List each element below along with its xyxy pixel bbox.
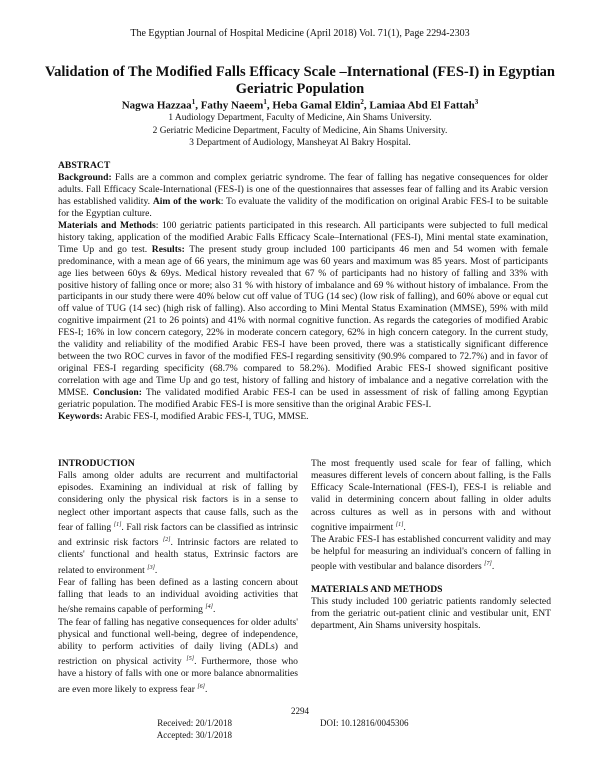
author-name: Heba Gamal Eldin bbox=[272, 99, 361, 112]
affiliation-line: 3 Department of Audiology, Mansheyat Al Bakry Hospital. bbox=[189, 138, 411, 148]
citation: [3] bbox=[147, 564, 155, 571]
citation: [5] bbox=[186, 656, 195, 663]
conclusion-label: Conclusion: bbox=[92, 387, 142, 399]
intro-text: . Intrinsic factors are related to clients' functional and health status, Extrinsic factors are related to environment bbox=[58, 537, 299, 576]
author-separator: , bbox=[266, 99, 273, 112]
paper-title: Validation of The Modified Falls Efficacy Scale –International (FES-I) in Egyptian Geriatric Population bbox=[45, 64, 555, 97]
intro-paragraph bbox=[311, 458, 551, 534]
author-affil-mark: 1 bbox=[191, 98, 196, 106]
citation: [6] bbox=[197, 683, 205, 690]
methods-label: Materials and Methods bbox=[58, 219, 156, 231]
citation: [7] bbox=[484, 561, 492, 568]
affiliations bbox=[40, 112, 560, 150]
author-name: Fathy Naeem bbox=[200, 99, 264, 112]
intro-text: . bbox=[204, 683, 208, 695]
keywords-label: Keywords: bbox=[58, 411, 103, 423]
intro-text: . bbox=[403, 521, 406, 533]
author-name: Nagwa Hazzaa bbox=[121, 99, 192, 112]
affiliation-line: 1 Audiology Department, Faculty of Medicine, Ain Shams University. bbox=[168, 113, 432, 123]
conclusion-text: The validated modified Arabic FES-I can be used in assessment of risk of falling among Egyptian geriatric population. The modified Arabic FES-I is more sensitive than the original Arabic FES-I. bbox=[58, 387, 548, 411]
keywords-text: Arabic FES-I, modified Arabic FES-I, TUG, MMSE. bbox=[102, 411, 309, 423]
introduction-heading: INTRODUCTION bbox=[58, 458, 135, 469]
affiliation-line: 2 Geriatric Medicine Department, Faculty of Medicine, Ain Shams University. bbox=[152, 125, 448, 136]
methods-heading: MATERIALS AND METHODS bbox=[311, 583, 443, 595]
intro-paragraph bbox=[311, 534, 551, 574]
abstract-background bbox=[58, 172, 548, 220]
author-affil-mark: 2 bbox=[360, 98, 364, 106]
intro-text: The fear of falling has negative consequences for older adults' physical and functional well-being, degree of independence, ability to perform activities of daily living (ADLs) and restriction on physical activity bbox=[58, 616, 298, 668]
citation: [1] bbox=[395, 521, 404, 528]
intro-text: . bbox=[154, 564, 158, 576]
left-column bbox=[58, 458, 298, 696]
intro-text: The Arabic FES-I has established concurrent validity and may be helpful for measuring an individual's concern of falling in people with vestibular and balance disorders bbox=[311, 534, 551, 573]
right-column bbox=[311, 458, 551, 632]
intro-paragraph bbox=[58, 617, 298, 696]
citation: [1] bbox=[113, 521, 122, 528]
page-number: 2294 bbox=[291, 706, 309, 716]
intro-text: . bbox=[212, 604, 216, 616]
section-spacer bbox=[311, 574, 551, 584]
journal-header: The Egyptian Journal of Hospital Medicine (April 2018) Vol. 71(1), Page 2294-2303 bbox=[130, 28, 470, 39]
abstract-methods bbox=[58, 220, 548, 411]
doi: DOI: 10.12816/0045306 bbox=[320, 718, 409, 728]
intro-text: Falls among older adults are recurrent and multifactorial episodes. Examining an individual at risk of falling by considering only the physical risk factors is in a sense to neglect other important aspects that cause falls, such as the fear of falling bbox=[58, 470, 298, 533]
background-text: Falls are a common and complex geriatric syndrome. The fear of falling has negative consequences for older adults. Fall Efficacy Scale-International (FES-I) is one of the questionnaires that assesses fear of falling and its Arabic version has established validity. bbox=[58, 171, 548, 207]
abstract-keywords bbox=[58, 411, 548, 423]
methods-paragraph: This study included 100 geriatric patients randomly selected from the geriatric out-patient clinic and vestibular unit, ENT department, Ain Shams university hospitals. bbox=[311, 595, 551, 632]
citation: [4] bbox=[205, 604, 213, 611]
intro-text: The most frequently used scale for fear of falling, which measures different levels of concern about falling, is the Falls Efficacy Scale-International (FES-I), FES-I is reliable and valid in determining concern about falling in older adults across cultures as well as in persons with and without cognitive impairment bbox=[311, 458, 551, 533]
abstract-section bbox=[58, 160, 548, 423]
intro-text: . bbox=[491, 561, 495, 573]
intro-text: Fear of falling has been defined as a lasting concern about falling that leads to an individual avoiding activities that he/she remains capable of performing bbox=[58, 576, 298, 616]
aim-text: : To evaluate the validity of the modification on original Arabic FES-I to be suitable for the Egyptian culture. bbox=[58, 195, 548, 219]
citation: [2] bbox=[162, 537, 171, 544]
methods-text: : 100 geriatric patients participated in this research. All participants were subjected to full medical history taking, application of the modified Arabic Falls Efficacy Scale–International (FES-I), Mini mental state examination, Time Up and go test. bbox=[58, 219, 549, 255]
author-affil-mark: 1 bbox=[263, 98, 267, 106]
received-date: Received: 20/1/2018 bbox=[157, 718, 232, 728]
intro-paragraph bbox=[58, 577, 298, 617]
intro-text: . Fall risk factors can be classified as intrinsic and extrinsic risk factors bbox=[58, 521, 298, 549]
author-separator: , bbox=[195, 99, 201, 112]
accepted-date: Accepted: 30/1/2018 bbox=[156, 730, 232, 740]
intro-text: . Furthermore, those who have a history of falls with one or more balance abnormalities are even more likely to express fear bbox=[58, 656, 298, 695]
author-name: Lamiaa Abd El Fattah bbox=[369, 99, 475, 112]
abstract-heading: ABSTRACT bbox=[58, 160, 111, 171]
author-affil-mark: 3 bbox=[474, 98, 479, 106]
background-label: Background: bbox=[58, 171, 112, 183]
results-text: The present study group included 100 participants 46 men and 54 women with female predominance, with a mean age of 66 years, the minimum age was 60 years and maximum was 85 years. Most of participants age lies between 60ys & 69ys. Medical history revealed that 67 % of participants had no history of falling and 33% with positive history of falling once or more; also 31 % with history of imbalance and 69 % without history of imbalance. From the participants in our study there were 40% below cut off value of TUG (14 sec) (low risk of falling), and 60% above or equal cut off value of TUG (14 sec) (high risk of falling). Also according to Mini Mental Status Examination (MMSE), 59% with mild cognitive impairment (21 to 26 points) and 41% with normal cognitive function. As regards the categories of modified Arabic FES-I; 16% in low concern category, 22% in moderate concern category, 62% in high concern category. In the current study, the validity and reliability of the modified Arabic FES-I have been proved, there was a statistically significant difference between the two ROC curves in favor of the modified FES-I regarding sensitivity (90.9% compared to 72.7%) and in favor of original FES-I regarding specificity (68.7% compared to 58.2%). Modified Arabic FES-I showed significant positive correlation with age and Time Up and go test, history of falling and history of imbalance and a negative correlation with the MMSE. bbox=[58, 243, 548, 399]
aim-label: Aim of the work bbox=[152, 195, 221, 207]
intro-paragraph bbox=[58, 470, 298, 577]
results-label: Results: bbox=[151, 243, 185, 255]
author-list bbox=[40, 98, 560, 112]
author-separator: , bbox=[363, 99, 370, 112]
